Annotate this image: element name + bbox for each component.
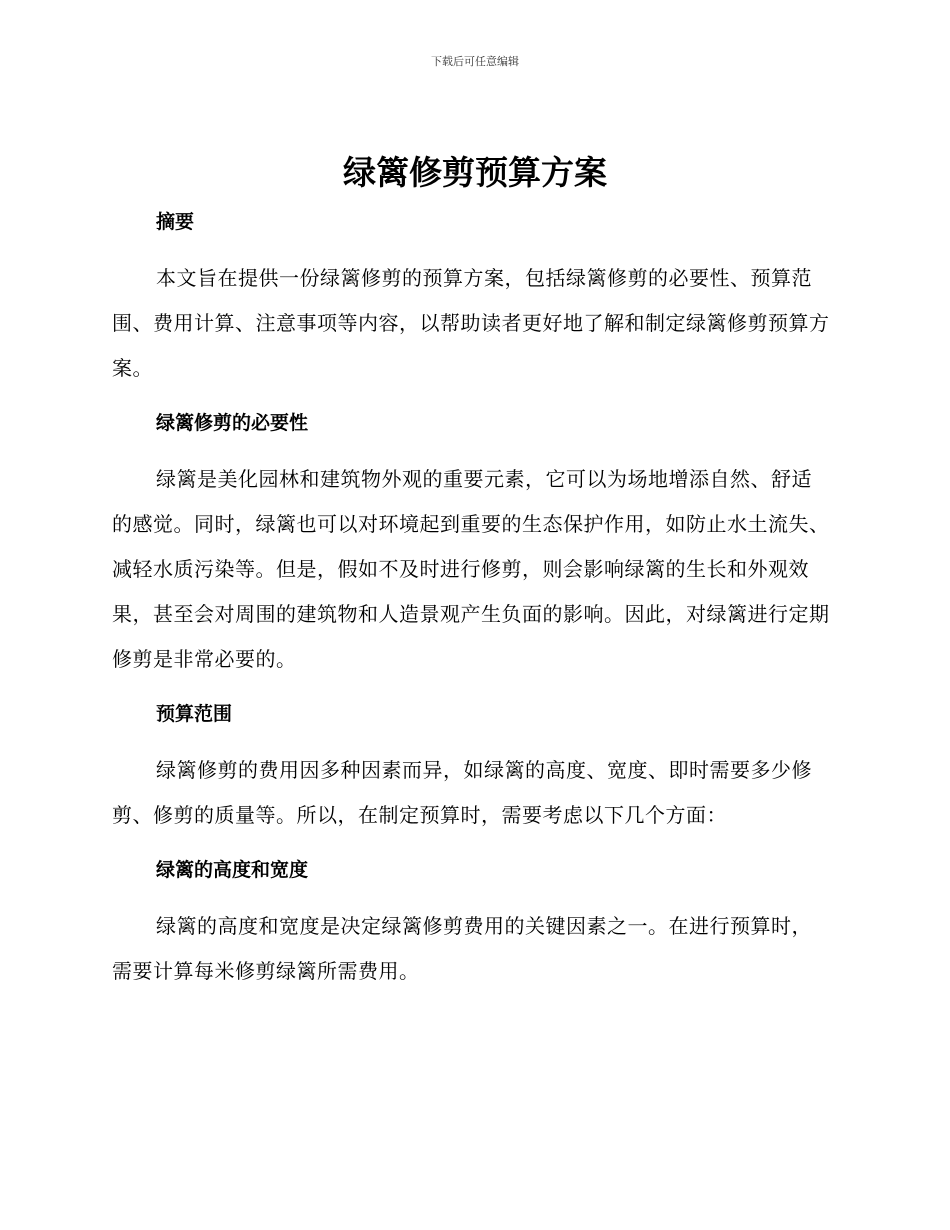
section-paragraph: 本文旨在提供一份绿篱修剪的预算方案，包括绿篱修剪的必要性、预算范围、费用计算、注意事项等内容，以帮助读者更好地了解和制定绿篱修剪预算方案。 [112,266,830,380]
section-heading: 绿篱的高度和宽度 [156,859,309,881]
section-budget-scope [112,692,832,848]
section-height-width [112,848,832,994]
section-paragraph: 绿篱的高度和宽度是决定绿篱修剪费用的关键因素之一。在进行预算时，需要计算每米修剪绿篱所需费用。 [112,914,812,983]
section-heading: 预算范围 [156,703,233,725]
section-necessity [112,401,832,692]
section-heading: 摘要 [156,211,195,233]
section-heading: 绿篱修剪的必要性 [156,412,309,434]
section-paragraph: 绿篱修剪的费用因多种因素而异，如绿篱的高度、宽度、即时需要多少修剪、修剪的质量等。所以，在制定预算时，需要考虑以下几个方面： [112,758,812,827]
section-paragraph: 绿篱是美化园林和建筑物外观的重要元素，它可以为场地增添自然、舒适的感觉。同时，绿篱也可以对环境起到重要的生态保护作用，如防止水土流失、减轻水质污染等。但是，假如不及时进行修剪，则会影响绿篱的生长和外观效果，甚至会对周围的建筑物和人造景观产生负面的影响。因此，对绿篱进行定期修剪是非常必要的。 [112,467,830,671]
document-title: 绿篱修剪预算方案 [343,153,607,192]
document-body [112,200,832,994]
section-abstract [112,200,832,401]
page-header: 下载后可任意编辑 [431,55,519,68]
